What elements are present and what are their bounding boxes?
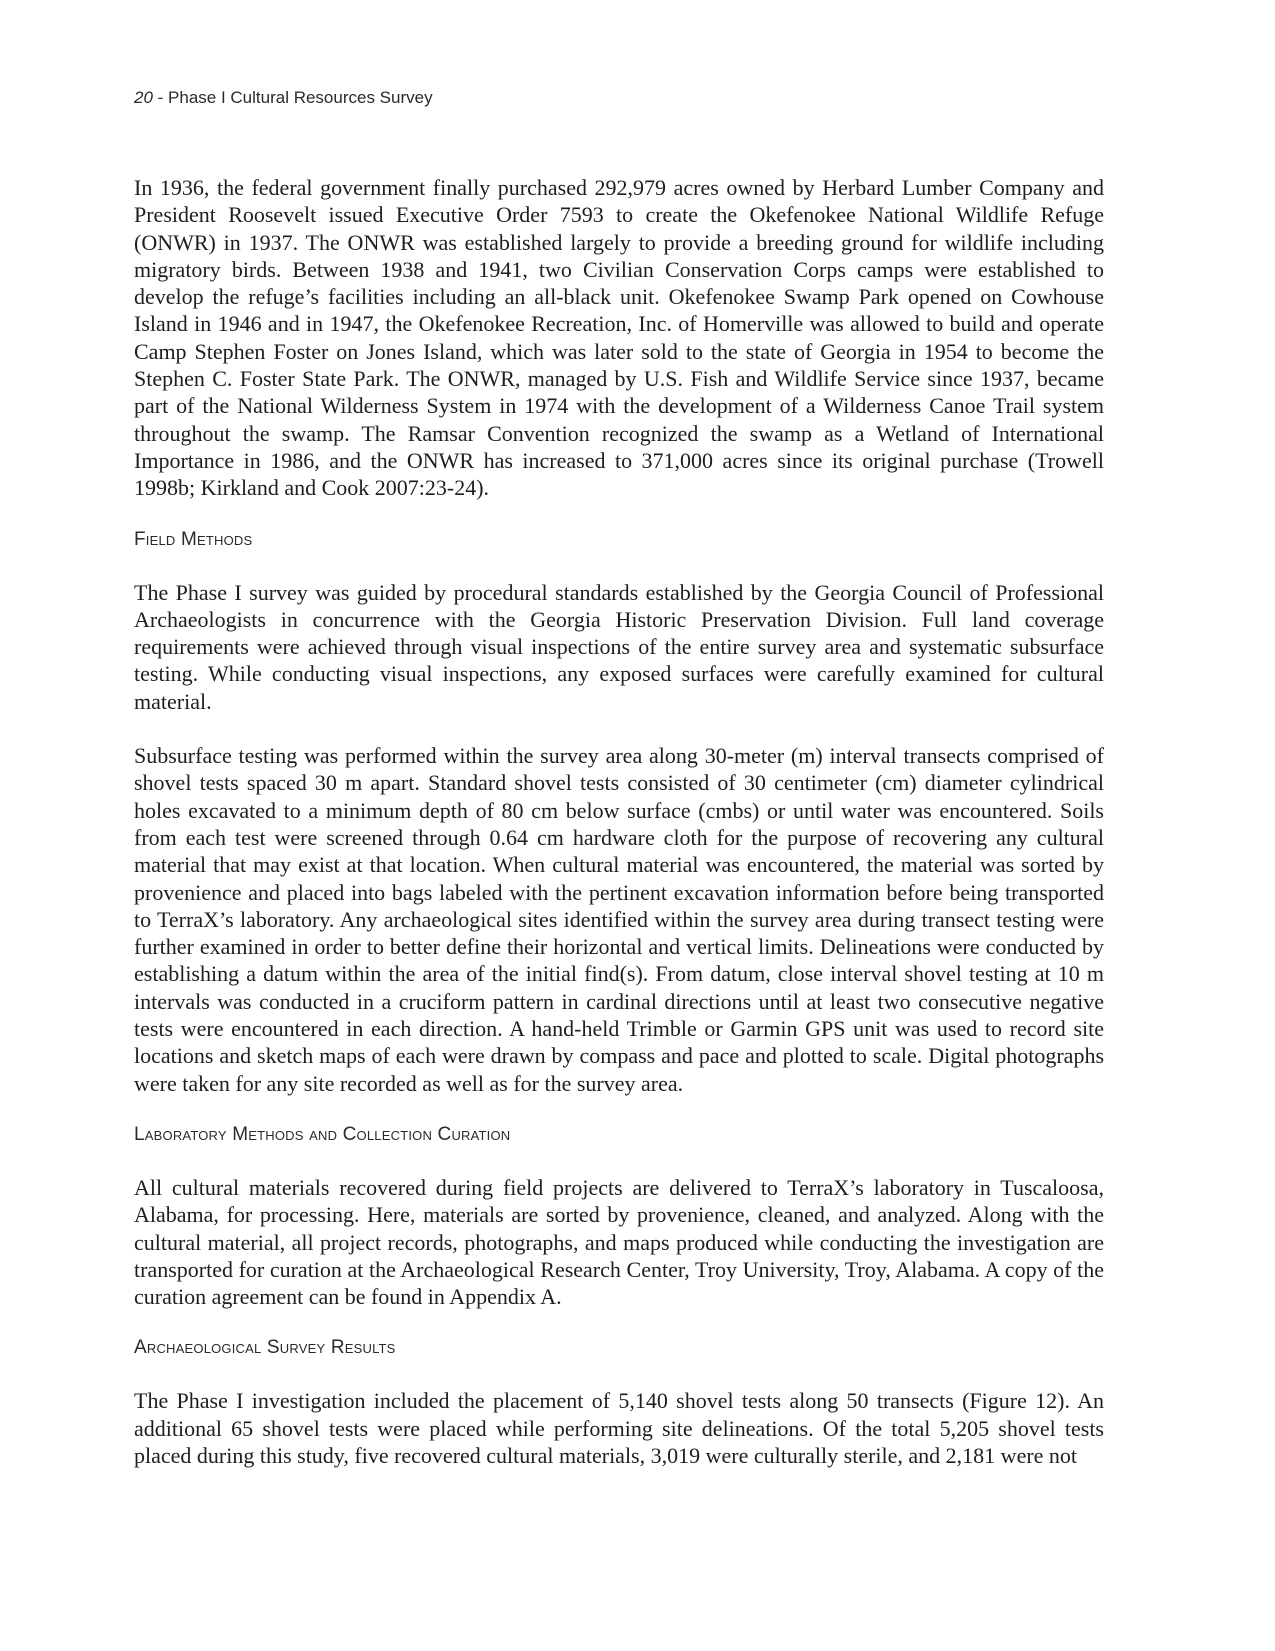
field-methods-paragraph-1: The Phase I survey was guided by procedural standards established by the Georgia Council of Professional Archaeologists in concurrence with the Georgia Historic Preservation Division. Full land coverage requirements were achieved through visual inspections of the entire survey area and systematic subsurface testing. While conducting visual inspections, any exposed surfaces were carefully examined for cultural material. (134, 579, 1104, 714)
intro-paragraph: In 1936, the federal government finally purchased 292,979 acres owned by Herbard Lumber Company and President Roosevelt issued Executive Order 7593 to create the Okefenokee National Wildlife Refuge (ONWR) in 1937. The ONWR was established largely to provide a breeding ground for wildlife including migratory birds. Between 1938 and 1941, two Civilian Conservation Corps camps were established to develop the refuge’s facilities including an all-black unit. Okefenokee Swamp Park opened on Cowhouse Island in 1946 and in 1947, the Okefenokee Recreation, Inc. of Homerville was allowed to build and operate Camp Stephen Foster on Jones Island, which was later sold to the state of Georgia in 1954 to become the Stephen C. Foster State Park. The ONWR, managed by U.S. Fish and Wildlife Service since 1937, became part of the National Wilderness System in 1974 with the development of a Wilderness Canoe Trail system throughout the swamp. The Ramsar Convention recognized the swamp as a Wetland of International Importance in 1986, and the ONWR has increased to 371,000 acres since its original purchase (Trowell 1998b; Kirkland and Cook 2007:23-24). (134, 175, 1104, 501)
header-separator: - (152, 88, 169, 107)
page-body (134, 174, 1104, 1469)
document-title: Phase I Cultural Resources Survey (168, 88, 433, 107)
running-header (134, 88, 433, 108)
page-number: 20 (134, 88, 153, 107)
field-methods-paragraph-2: Subsurface testing was performed within the survey area along 30-meter (m) interval transects comprised of shovel tests spaced 30 m apart. Standard shovel tests consisted of 30 centimeter (cm) diameter cylindrical holes excavated to a minimum depth of 80 cm below surface (cmbs) or until water was encountered. Soils from each test were screened through 0.64 cm hardware cloth for the purpose of recovering any cultural material that may exist at that location. When cultural material was encountered, the material was sorted by provenience and placed into bags labeled with the pertinent excavation information before being transported to TerraX’s laboratory. Any archaeological sites identified within the survey area during transect testing were further examined in order to better define their horizontal and vertical limits. Delineations were conducted by establishing a datum within the area of the initial find(s). From datum, close interval shovel testing at 10 m intervals was conducted in a cruciform pattern in cardinal directions until at least two consecutive negative tests were encountered in each direction. A hand-held Trimble or Garmin GPS unit was used to record site locations and sketch maps of each were drawn by compass and pace and plotted to scale. Digital photographs were taken for any site recorded as well as for the survey area. (134, 743, 1104, 1096)
survey-results-paragraph-1: The Phase I investigation included the placement of 5,140 shovel tests along 50 transects (Figure 12). An additional 65 shovel tests were placed while performing site delineations. Of the total 5,205 shovel tests placed during this study, five recovered cultural materials, 3,019 were culturally sterile, and 2,181 were not (134, 1388, 1104, 1468)
lab-methods-heading: Laboratory Methods and Collection Curation (134, 1123, 511, 1145)
field-methods-heading: Field Methods (134, 528, 253, 550)
lab-methods-paragraph-1: All cultural materials recovered during field projects are delivered to TerraX’s laboratory in Tuscaloosa, Alabama, for processing. Here, materials are sorted by provenience, cleaned, and analyzed. Along with the cultural material, all project records, photographs, and maps produced while conducting the investigation are transported for curation at the Archaeological Research Center, Troy University, Troy, Alabama. A copy of the curation agreement can be found in Appendix A. (134, 1174, 1104, 1310)
survey-results-heading: Archaeological Survey Results (134, 1337, 396, 1359)
